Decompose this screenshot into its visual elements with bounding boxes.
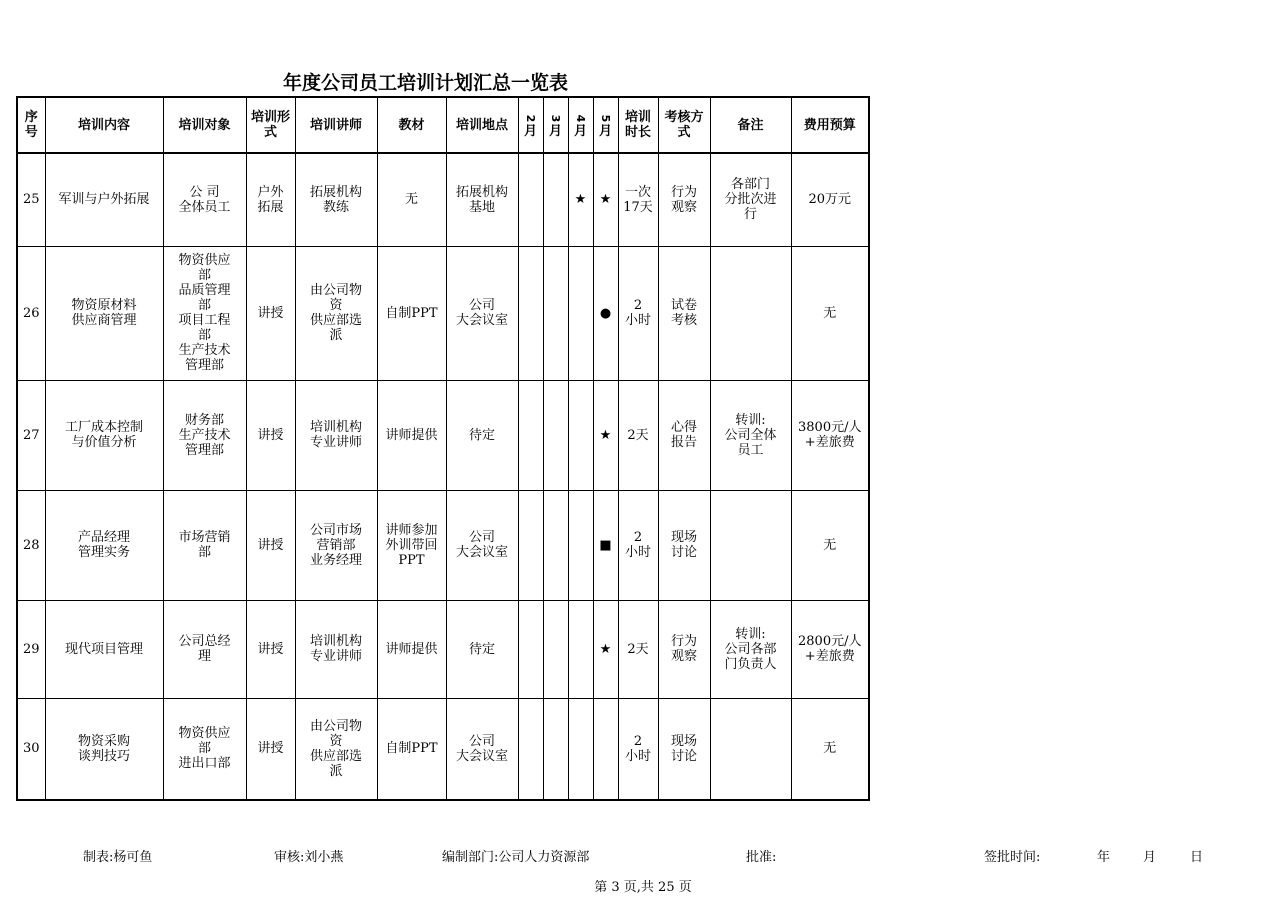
cell-material: 讲师提供 [377, 380, 446, 490]
cell-duration: 一次 17天 [618, 153, 658, 246]
cell-assess: 行为 观察 [658, 153, 710, 246]
cell-form: 讲授 [246, 600, 295, 698]
cell-location: 待定 [446, 380, 518, 490]
header-month-1-num: 2 [523, 114, 537, 122]
cell-material: 无 [377, 153, 446, 246]
cell-m4: ★ [593, 153, 618, 246]
cell-assess: 现场 讨论 [658, 698, 710, 800]
footer-year: 年 [1097, 850, 1111, 865]
cell-m4: ★ [593, 600, 618, 698]
cell-material: 讲师参加 外训带回 PPT [377, 490, 446, 600]
table-header-row [17, 97, 869, 153]
header-duration: 培训时长 [618, 97, 658, 153]
cell-lecturer: 培训机构 专业讲师 [295, 600, 377, 698]
cell-lecturer: 培训机构 专业讲师 [295, 380, 377, 490]
training-plan-table [16, 96, 870, 801]
cell-seq: 30 [17, 698, 45, 800]
cell-m2 [543, 490, 568, 600]
header-lecturer: 培训讲师 [295, 97, 377, 153]
cell-seq: 28 [17, 490, 45, 600]
table-row [17, 153, 869, 246]
cell-m3: ★ [568, 153, 593, 246]
cell-target: 物资供应 部 品质管理 部 项目工程 部 生产技术 管理部 [163, 246, 246, 380]
header-content: 培训内容 [45, 97, 163, 153]
header-month-4 [593, 97, 618, 153]
footer-day: 日 [1190, 850, 1204, 865]
cell-content: 物资采购 谈判技巧 [45, 698, 163, 800]
cell-remark: 转训: 公司全体 员工 [710, 380, 791, 490]
footer-maker: 制表:杨可鱼 [83, 850, 153, 865]
header-material: 教材 [377, 97, 446, 153]
header-month-4-unit: 月 [598, 123, 612, 139]
header-remark: 备注 [710, 97, 791, 153]
cell-m1 [518, 490, 543, 600]
header-month-1-unit: 月 [523, 123, 537, 139]
cell-form: 讲授 [246, 698, 295, 800]
header-budget: 费用预算 [791, 97, 869, 153]
cell-m3 [568, 246, 593, 380]
header-month-4-num: 5 [598, 114, 612, 122]
table-row [17, 600, 869, 698]
cell-seq: 25 [17, 153, 45, 246]
cell-m2 [543, 698, 568, 800]
header-month-2-num: 3 [548, 114, 562, 122]
cell-target: 市场营销 部 [163, 490, 246, 600]
header-month-1 [518, 97, 543, 153]
cell-assess: 行为 观察 [658, 600, 710, 698]
cell-content: 现代项目管理 [45, 600, 163, 698]
cell-location: 公司 大会议室 [446, 698, 518, 800]
header-month-3-unit: 月 [573, 123, 587, 139]
footer-sign-time: 签批时间: [984, 850, 1041, 865]
cell-budget: 20万元 [791, 153, 869, 246]
cell-assess: 现场 讨论 [658, 490, 710, 600]
cell-remark: 转训: 公司各部 门负责人 [710, 600, 791, 698]
cell-material: 自制PPT [377, 698, 446, 800]
cell-content: 产品经理 管理实务 [45, 490, 163, 600]
cell-assess: 试卷 考核 [658, 246, 710, 380]
cell-form: 讲授 [246, 380, 295, 490]
cell-content: 物资原材料 供应商管理 [45, 246, 163, 380]
cell-m2 [543, 600, 568, 698]
cell-lecturer: 拓展机构 教练 [295, 153, 377, 246]
footer-approve: 批准: [746, 850, 777, 865]
cell-duration: 2 小时 [618, 246, 658, 380]
cell-m3 [568, 600, 593, 698]
cell-m1 [518, 246, 543, 380]
cell-remark [710, 698, 791, 800]
cell-location: 拓展机构 基地 [446, 153, 518, 246]
cell-remark [710, 246, 791, 380]
cell-duration: 2天 [618, 380, 658, 490]
cell-m4 [593, 698, 618, 800]
cell-assess: 心得 报告 [658, 380, 710, 490]
cell-form: 讲授 [246, 246, 295, 380]
cell-budget: 无 [791, 698, 869, 800]
cell-budget: 无 [791, 490, 869, 600]
cell-m1 [518, 380, 543, 490]
cell-location: 公司 大会议室 [446, 246, 518, 380]
cell-seq: 26 [17, 246, 45, 380]
cell-target: 公司总经 理 [163, 600, 246, 698]
cell-m4: ● [593, 246, 618, 380]
cell-m2 [543, 380, 568, 490]
header-form: 培训形式 [246, 97, 295, 153]
cell-m2 [543, 246, 568, 380]
header-assess: 考核方式 [658, 97, 710, 153]
cell-remark: 各部门 分批次进 行 [710, 153, 791, 246]
cell-duration: 2天 [618, 600, 658, 698]
table-row [17, 490, 869, 600]
cell-remark [710, 490, 791, 600]
header-month-2 [543, 97, 568, 153]
cell-budget: 3800元/人 +差旅费 [791, 380, 869, 490]
cell-m2 [543, 153, 568, 246]
footer-dept: 编制部门:公司人力资源部 [442, 850, 590, 865]
cell-material: 自制PPT [377, 246, 446, 380]
cell-m3 [568, 698, 593, 800]
header-month-2-unit: 月 [548, 123, 562, 139]
cell-m4: ★ [593, 380, 618, 490]
cell-content: 军训与户外拓展 [45, 153, 163, 246]
table-row [17, 246, 869, 380]
cell-m1 [518, 153, 543, 246]
cell-material: 讲师提供 [377, 600, 446, 698]
header-month-3 [568, 97, 593, 153]
cell-m1 [518, 600, 543, 698]
page-title: 年度公司员工培训计划汇总一览表 [283, 72, 569, 94]
cell-form: 户外 拓展 [246, 153, 295, 246]
cell-form: 讲授 [246, 490, 295, 600]
cell-duration: 2 小时 [618, 698, 658, 800]
cell-duration: 2 小时 [618, 490, 658, 600]
header-month-3-num: 4 [573, 114, 587, 122]
footer-month: 月 [1143, 850, 1157, 865]
cell-m3 [568, 380, 593, 490]
cell-lecturer: 公司市场 营销部 业务经理 [295, 490, 377, 600]
cell-seq: 27 [17, 380, 45, 490]
cell-location: 公司 大会议室 [446, 490, 518, 600]
table-row [17, 380, 869, 490]
header-seq: 序号 [17, 97, 45, 153]
cell-location: 待定 [446, 600, 518, 698]
cell-m4: ■ [593, 490, 618, 600]
cell-target: 物资供应 部 进出口部 [163, 698, 246, 800]
cell-target: 公 司 全体员工 [163, 153, 246, 246]
cell-content: 工厂成本控制 与价值分析 [45, 380, 163, 490]
cell-budget: 无 [791, 246, 869, 380]
header-target: 培训对象 [163, 97, 246, 153]
cell-lecturer: 由公司物 资 供应部选 派 [295, 246, 377, 380]
header-location: 培训地点 [446, 97, 518, 153]
cell-budget: 2800元/人 +差旅费 [791, 600, 869, 698]
cell-m3 [568, 490, 593, 600]
cell-lecturer: 由公司物 资 供应部选 派 [295, 698, 377, 800]
page-number: 第 3 页,共 25 页 [594, 880, 692, 895]
cell-seq: 29 [17, 600, 45, 698]
table-row [17, 698, 869, 800]
footer-reviewer: 审核:刘小燕 [274, 850, 344, 865]
cell-target: 财务部 生产技术 管理部 [163, 380, 246, 490]
cell-m1 [518, 698, 543, 800]
